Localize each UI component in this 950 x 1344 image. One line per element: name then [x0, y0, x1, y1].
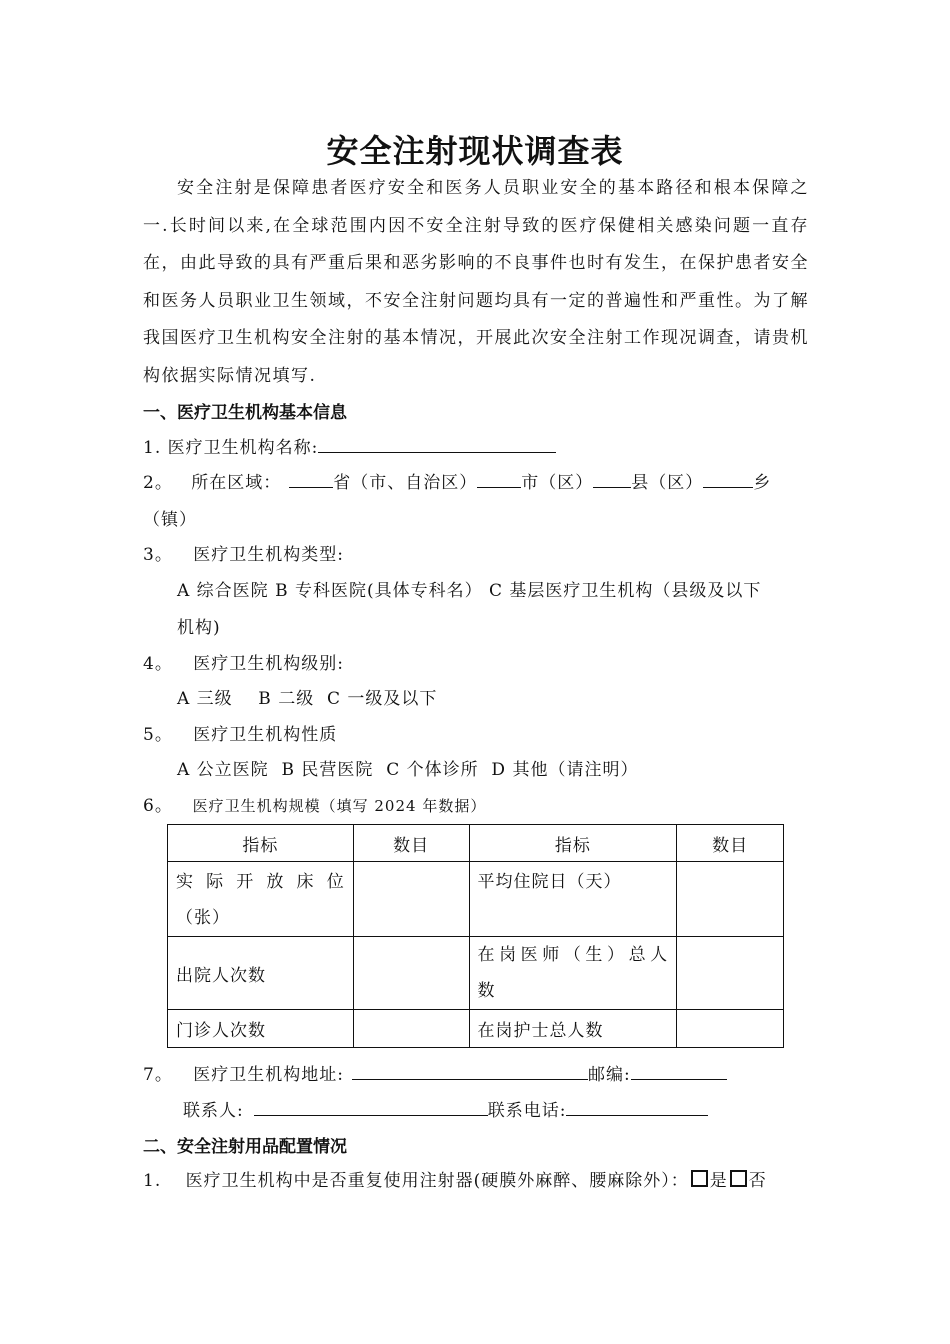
question-number: 1. [143, 1171, 162, 1191]
nurses-label: 在岗护士总人数 [469, 1010, 677, 1048]
question-label: 所在区域： [191, 473, 282, 493]
question-3-options[interactable]: A 综合医院 B 专科医院(具体专科名） C 基层医疗卫生机构（县级及以下 [177, 581, 762, 601]
header-indicator-2: 指标 [469, 825, 677, 862]
phone-field[interactable] [566, 1097, 708, 1116]
open-beds-value-cell[interactable] [353, 862, 469, 937]
table-row [168, 937, 784, 1010]
question-3 [143, 540, 344, 565]
township-field[interactable] [703, 469, 753, 488]
section1-heading: 一、医疗卫生机构基本信息 [143, 403, 347, 423]
indicator-cell [168, 862, 354, 937]
physicians-label: 在岗医师（生）总人 [477, 945, 669, 965]
question-label: 医疗卫生机构规模（填写 2024 年数据） [192, 797, 487, 815]
question-5 [143, 720, 337, 745]
question-7 [143, 1060, 727, 1085]
yes-checkbox[interactable] [691, 1170, 708, 1187]
question-label: 医疗卫生机构性质 [193, 725, 338, 745]
contact-line [183, 1096, 708, 1121]
question-label: 医疗卫生机构类型: [193, 545, 344, 565]
question-label: 医疗卫生机构名称: [167, 438, 319, 458]
question-label: 医疗卫生机构级别: [193, 654, 344, 674]
question-number: 2。 [143, 473, 173, 493]
contact-label: 联系人: [183, 1101, 244, 1121]
intro-paragraph: 安全注射是保障患者医疗安全和医务人员职业安全的基本路径和根本保障之一.长时间以来,在全球范围内因不安全注射导致的医疗保健相关感染问题一直存在，由此导致的具有严重后果和恶劣影响的不良事件也时有发生，在保护患者安全和医务人员职业卫生领域，不安全注射问题均具有一定的普遍性和严重性。为了解我国医疗卫生机构安全注射的基本情况，开展此次安全注射工作现况调查，请贵机构依据实际情况填写. [143, 178, 809, 386]
question-3-options-continued: 机构) [177, 618, 221, 638]
avg-stay-label: 平均住院日（天） [469, 862, 677, 937]
question-number: 4。 [143, 654, 173, 674]
table-header-row [168, 825, 784, 862]
question-number: 7。 [143, 1065, 173, 1085]
city-label: 市（区） [521, 473, 594, 493]
question-2-continued: （镇） [143, 510, 197, 530]
nurses-value-cell[interactable] [677, 1010, 784, 1048]
institution-scale-table [167, 824, 784, 1048]
physicians-value-cell[interactable] [677, 937, 784, 1010]
indicator-cell [469, 937, 677, 1010]
province-field[interactable] [289, 469, 333, 488]
question-1 [143, 433, 556, 458]
open-beds-unit: （张） [176, 908, 230, 928]
phone-label: 联系电话: [487, 1101, 567, 1121]
physicians-label-continued: 数 [477, 981, 496, 1001]
header-count-2: 数目 [677, 825, 784, 862]
header-indicator-1: 指标 [168, 825, 354, 862]
discharges-label: 出院人次数 [168, 937, 354, 1010]
county-label: 县（区） [631, 473, 704, 493]
header-count-1: 数目 [353, 825, 469, 862]
question-number: 5。 [143, 725, 173, 745]
contact-field[interactable] [254, 1097, 488, 1116]
question-label: 医疗卫生机构地址: [193, 1065, 344, 1085]
postcode-field[interactable] [631, 1061, 727, 1080]
city-field[interactable] [477, 469, 521, 488]
question-number: 6。 [143, 796, 173, 816]
province-label: 省（市、自治区） [333, 473, 478, 493]
question-label: 医疗卫生机构中是否重复使用注射器(硬膜外麻醉、腰麻除外）： [185, 1171, 689, 1191]
township-label: 乡 [753, 473, 772, 493]
question-4 [143, 649, 344, 674]
section2-heading: 二、安全注射用品配置情况 [143, 1137, 347, 1157]
question-number: 1. [143, 438, 162, 458]
discharges-value-cell[interactable] [353, 937, 469, 1010]
question-2 [143, 468, 771, 493]
postcode-label: 邮编: [587, 1065, 631, 1085]
address-field[interactable] [352, 1061, 588, 1080]
question-4-options[interactable]: A 三级 B 二级 C 一级及以下 [177, 689, 438, 709]
question-number: 3。 [143, 545, 173, 565]
yes-label: 是 [709, 1171, 728, 1191]
avg-stay-value-cell[interactable] [677, 862, 784, 937]
table-row [168, 1010, 784, 1048]
no-label: 否 [748, 1171, 767, 1191]
no-checkbox[interactable] [730, 1170, 747, 1187]
section2-question-1 [143, 1166, 767, 1191]
outpatient-visits-value-cell[interactable] [353, 1010, 469, 1048]
institution-name-field[interactable] [318, 434, 556, 453]
document-title: 安全注射现状调查表 [326, 132, 624, 170]
open-beds-label: 实际开放床位 [176, 872, 345, 892]
county-field[interactable] [593, 469, 631, 488]
outpatient-visits-label: 门诊人次数 [168, 1010, 354, 1048]
question-5-options[interactable]: A 公立医院 B 民营医院 C 个体诊所 D 其他（请注明） [177, 760, 639, 780]
question-6 [143, 791, 486, 816]
table-row [168, 862, 784, 937]
